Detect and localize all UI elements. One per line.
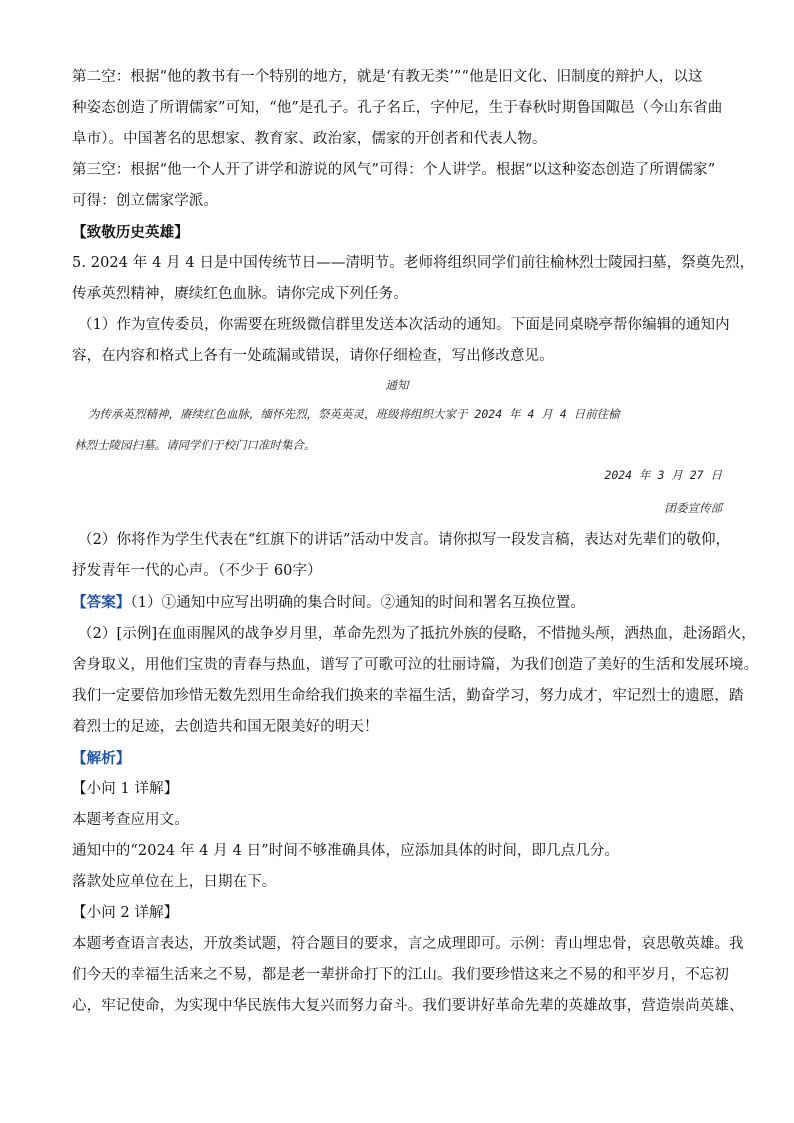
detail1-heading: 【小问 1 详解】 <box>72 781 179 797</box>
question5-line-1: 5. 2024 年 4 月 4 日是中国传统节日——清明节。老师将组织同学们前往榆林烈士陵园扫墓，祭奠先烈， <box>72 255 755 271</box>
notice-body-line-2: 林烈士陵园扫墓。请同学们于校门口准时集合。 <box>74 438 316 452</box>
blank3-line-1: 第三空：根据“他一个人开了讲学和游说的风气”可得：个人讲学。根据“以这种姿态创造了所谓儒家” <box>72 162 716 178</box>
analysis-tag: 【解析】 <box>72 750 131 767</box>
notice-title: 通知 <box>385 378 409 392</box>
answer-part1: （1）①通知中应写出明确的集合时间。②通知的时间和署名互换位置。 <box>130 595 586 611</box>
notice-signer: 团委宣传部 <box>664 501 722 515</box>
notice-body-line-1: 为传承英烈精神，赓续红色血脉，缅怀先烈，祭英英灵，班级将组织大家于 2024 年 4 月 4 日前往榆 <box>88 407 620 421</box>
blank2-line-2: 种姿态创造了所谓儒家”可知，“他”是孔子。孔子名丘，字仲尼，生于春秋时期鲁国陬邑（今山东省曲 <box>72 100 723 116</box>
sub2-line-2: 抒发青年一代的心声。（不少于 60字） <box>72 563 322 579</box>
sub1-line-1: （1）作为宣传委员，你需要在班级微信群里发送本次活动的通知。下面是同桌晓亭帮你编辑的通知内 <box>78 317 730 333</box>
answer-part2-line-3: 我们一定要倍加珍惜无数先烈用生命给我们换来的幸福生活，勤奋学习，努力成才，牢记烈士的遗愿，踏 <box>72 688 744 704</box>
detail2-line-2: 们今天的幸福生活来之不易，都是老一辈拼命打下的江山。我们要珍惜这来之不易的和平岁月，不忘初 <box>72 967 729 983</box>
blank2-line-1: 第二空：根据“他的教书有一个特别的地方，就是‘有教无类’”“他是旧文化、旧制度的辩护人，以这 <box>72 69 703 85</box>
document-page <box>72 62 759 1022</box>
sub1-line-2: 容，在内容和格式上各有一处疏漏或错误，请你仔细检查，写出修改意见。 <box>72 348 554 364</box>
blank3-line-2: 可得：创立儒家学派。 <box>72 193 218 209</box>
notice-block <box>72 372 722 525</box>
detail1-line-2: 通知中的“2024 年 4 月 4 日”时间不够准确具体，应添加具体的时间，即几点几分。 <box>72 843 620 859</box>
blank2-line-3: 阜市）。中国著名的思想家、教育家、政治家，儒家的开创者和代表人物。 <box>72 131 547 147</box>
detail2-line-3: 心，牢记使命，为实现中华民族伟大复兴而努力奋斗。我们要讲好革命先辈的英雄故事，营造崇尚英雄、 <box>72 998 744 1014</box>
detail1-line-1: 本题考查应用文。 <box>72 812 189 828</box>
detail1-line-3: 落款处应单位在上，日期在下。 <box>72 874 277 890</box>
answer-part2-line-2: 舍身取义，用他们宝贵的青春与热血，谱写了可歌可泣的壮丽诗篇，为我们创造了美好的生活和发展环境。 <box>72 657 759 673</box>
question5-line-2: 传承英烈精神，赓续红色血脉。请你完成下列任务。 <box>72 286 408 302</box>
answer-tag: 【答案】 <box>72 594 131 611</box>
answer-line-1 <box>72 587 722 619</box>
detail2-heading: 【小问 2 详解】 <box>72 905 179 921</box>
sub2-line-1: （2）你将作为学生代表在“红旗下的讲话”活动中发言。请你拟写一段发言稿，表达对先辈们的敬仰， <box>78 532 731 548</box>
section-heading: 【致敬历史英雄】 <box>72 224 189 241</box>
notice-date: 2024 年 3 月 27 日 <box>604 468 722 482</box>
detail2-line-1: 本题考查语言表达，开放类试题，符合题目的要求，言之成理即可。示例：青山埋忠骨，哀思敬英雄。我 <box>72 936 744 952</box>
answer-part2-line-1: （2）[示例]在血雨腥风的战争岁月里，革命先烈为了抵抗外族的侵略，不惜抛头颅，洒热血，赴汤蹈火， <box>78 626 756 642</box>
answer-part2-line-4: 着烈士的足迹，去创造共和国无限美好的明天！ <box>72 719 379 735</box>
